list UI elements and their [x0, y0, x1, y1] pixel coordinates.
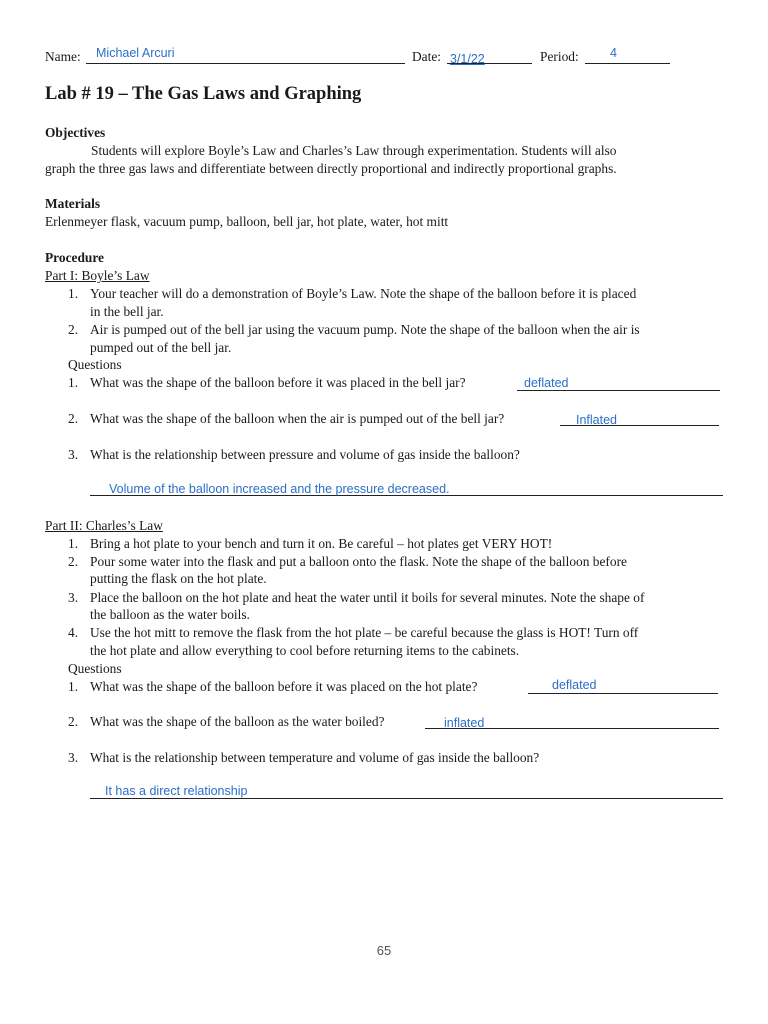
part2-question-text: What was the shape of the balloon before it was placed on the hot plate?: [90, 679, 478, 694]
part2-question-number: 1.: [68, 679, 79, 694]
name-label: Name:: [45, 49, 81, 64]
part1-step-text-cont: pumped out of the bell jar.: [90, 340, 232, 355]
part2-step-number: 4.: [68, 625, 79, 640]
part1-question-text: What is the relationship between pressure and volume of gas inside the balloon?: [90, 447, 520, 462]
objectives-line-2: graph the three gas laws and differentiate between directly proportional and indirectly proportional graphs.: [45, 161, 617, 176]
part1-step-text-cont: in the bell jar.: [90, 304, 164, 319]
part2-question-text: What was the shape of the balloon as the water boiled?: [90, 714, 385, 729]
part1-step-number: 2.: [68, 322, 79, 337]
part2-step-number: 3.: [68, 590, 79, 605]
objectives-heading: Objectives: [45, 125, 106, 140]
part2-step-text: Pour some water into the flask and put a balloon onto the flask. Note the shape of the balloon before: [90, 554, 627, 569]
part1-answer-1[interactable]: deflated: [524, 376, 569, 390]
part1-questions-label: Questions: [68, 357, 122, 372]
objectives-line-1: Students will explore Boyle’s Law and Charles’s Law through experimentation. Students will also: [91, 143, 617, 158]
part1-answer-3[interactable]: Volume of the balloon increased and the pressure decreased.: [109, 482, 450, 496]
name-field[interactable]: Michael Arcuri: [96, 46, 175, 60]
part1-step-text: Your teacher will do a demonstration of Boyle’s Law. Note the shape of the balloon before it is placed: [90, 286, 637, 301]
part2-title: Part II: Charles’s Law: [45, 518, 163, 533]
materials-heading: Materials: [45, 196, 101, 211]
part2-step-text: Place the balloon on the hot plate and heat the water until it boils for several minutes. Note the shape of: [90, 590, 645, 605]
part2-answer-2[interactable]: inflated: [444, 716, 485, 730]
part1-question-number: 3.: [68, 447, 79, 462]
part1-question-text: What was the shape of the balloon when the air is pumped out of the bell jar?: [90, 411, 505, 426]
part1-step-number: 1.: [68, 286, 79, 301]
part2-step-text-cont: the balloon as the water boils.: [90, 607, 250, 622]
part2-step-text: Bring a hot plate to your bench and turn it on. Be careful – hot plates get VERY HOT!: [90, 536, 553, 551]
part1-step-text: Air is pumped out of the bell jar using the vacuum pump. Note the shape of the balloon when the air is: [90, 322, 640, 337]
period-label: Period:: [540, 49, 579, 64]
part2-step-number: 2.: [68, 554, 79, 569]
part1-answer-2[interactable]: Inflated: [576, 413, 618, 427]
part2-answer-1[interactable]: deflated: [552, 678, 597, 692]
part1-question-text: What was the shape of the balloon before it was placed in the bell jar?: [90, 375, 466, 390]
materials-list: Erlenmeyer flask, vacuum pump, balloon, bell jar, hot plate, water, hot mitt: [45, 214, 449, 229]
date-label: Date:: [412, 49, 441, 64]
part1-question-number: 1.: [68, 375, 79, 390]
part1-title: Part I: Boyle’s Law: [45, 268, 150, 283]
period-field[interactable]: 4: [610, 46, 617, 60]
date-field[interactable]: 3/1/22: [450, 52, 485, 66]
name-field-line: [86, 63, 405, 64]
page-number: 65: [376, 943, 392, 958]
part1-question-number: 2.: [68, 411, 79, 426]
part2-question-number: 2.: [68, 714, 79, 729]
part2-step-text: Use the hot mitt to remove the flask from the hot plate – be careful because the glass is HOT! Turn off: [90, 625, 639, 640]
period-field-line: [585, 63, 670, 64]
part2-questions-label: Questions: [68, 661, 122, 676]
page-title: Lab # 19 – The Gas Laws and Graphing: [45, 84, 362, 104]
part2-step-number: 1.: [68, 536, 79, 551]
part2-question-text: What is the relationship between temperature and volume of gas inside the balloon?: [90, 750, 540, 765]
procedure-heading: Procedure: [45, 250, 105, 265]
part2-step-text-cont: putting the flask on the hot plate.: [90, 571, 267, 586]
part2-step-text-cont: the hot plate and allow everything to cool before returning items to the cabinets.: [90, 643, 520, 658]
part2-answer-3[interactable]: It has a direct relationship: [105, 784, 248, 798]
part2-question-number: 3.: [68, 750, 79, 765]
